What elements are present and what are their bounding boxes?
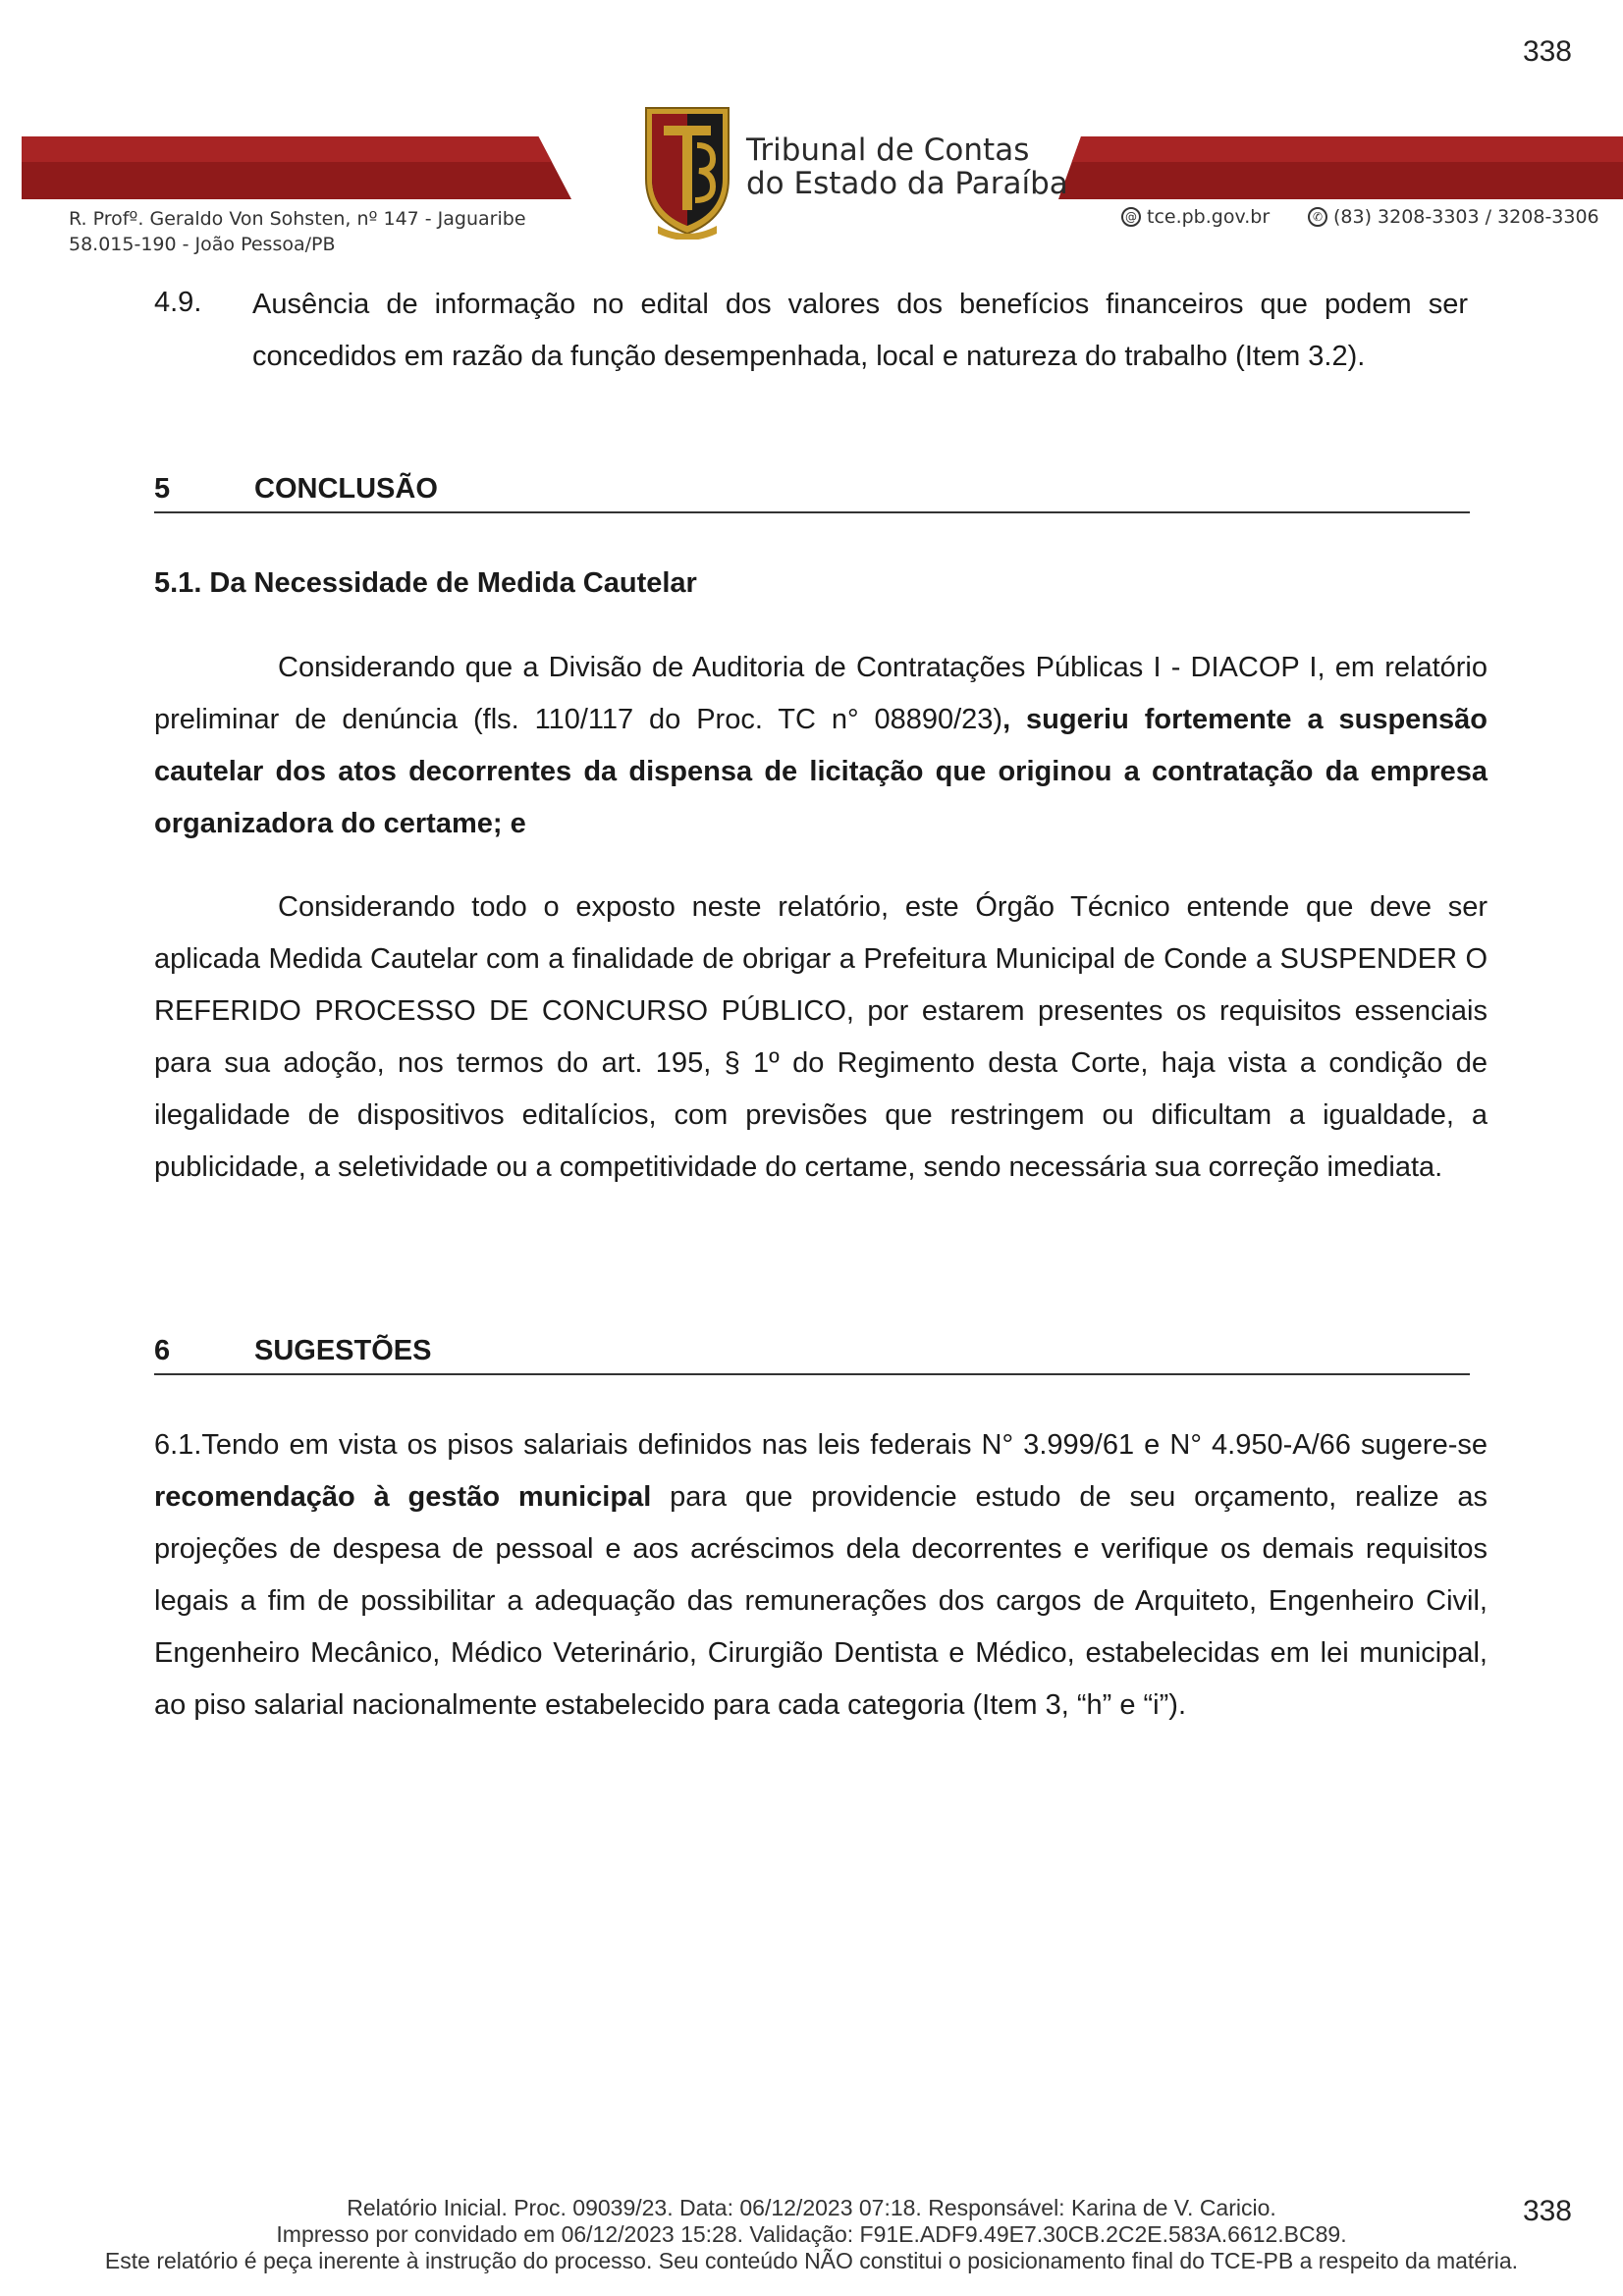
section-number: 6 [154,1335,171,1366]
paragraph [154,642,1488,850]
paragraph: Considerando todo o exposto neste relatório, este Órgão Técnico entende que deve ser aplicada Medida Cautelar com a finalidade de obrigar a Prefeitura Municipal de Conde a SUSPENDER O REFERIDO PROCESSO DE CONCURSO PÚBLICO, por estarem presentes os requisitos essenciais para sua adoção, nos termos do art. 195, § 1º do Regimento desta Corte, haja vista a condição de ilegalidade de dispositivos editalícios, com previsões que restringem ou dificultam a igualdade, a publicidade, a seletividade ou a competitividade do certame, sendo necessária sua correção imediata. [154,891,1488,1183]
website-contact [1121,206,1270,228]
page-number-top: 338 [1522,35,1572,68]
section-heading [154,473,1470,513]
footer-line: Este relatório é peça inerente à instrução do processo. Seu conteúdo NÃO constitui o posicionamento final do TCE-PB a respeito da matéria. [104,2248,1519,2273]
item-text: Ausência de informação no edital dos valores dos benefícios financeiros que podem ser concedidos em razão da função desempenhada, local e natureza do trabalho (Item 3.2). [252,289,1468,372]
paragraph-text: 6.1.Tendo em vista os pisos salariais definidos nas leis federais N° 3.999/61 e N° 4.950-A/66 sugere-se [154,1429,1488,1461]
footer-line: Relatório Inicial. Proc. 09039/23. Data: 06/12/2023 07:18. Responsável: Karina de V. Caricio. [347,2195,1276,2220]
organization-name-line1: Tribunal de Contas [746,133,1030,168]
section-number: 5 [154,473,171,505]
section-heading [154,1335,1470,1375]
address-line1: R. Profº. Geraldo Von Sohsten, nº 147 - Jaguaribe [69,208,526,230]
subsection-title: 5.1. Da Necessidade de Medida Cautelar [154,567,697,599]
paragraph-text: para que providencie estudo de seu orçamento, realize as projeções de despesa de pessoal e aos acréscimos dela decorrentes e verifique os demais requisitos legais a fim de possibilitar a adequação das remunerações dos cargos de Arquiteto, Engenheiro Civil, Engenheiro Mecânico, Médico Veterinário, Cirurgião Dentista e Médico, estabelecidas em lei municipal, ao piso salarial nacionalmente estabelecido para cada categoria (Item 3, “h” e “i”). [154,1481,1488,1721]
paragraph-bold-text: , sugeriu fortemente a suspensão cautelar dos atos decorrentes da dispensa de licitação que originou a contratação da empresa organizadora do certame; e [154,704,1488,839]
phone-text: (83) 3208-3303 / 3208-3306 [1333,206,1599,228]
paragraph-bold-text: recomendação à gestão municipal [154,1481,652,1513]
footer-line: Impresso por convidado em 06/12/2023 15:28. Validação: F91E.ADF9.49E7.30CB.2C2E.583A.6612.BC89. [276,2221,1347,2247]
header-band-left [22,136,571,199]
whatsapp-icon: ✆ [1308,207,1327,227]
paragraph-text: Considerando que a Divisão de Auditoria de Contratações Públicas I - DIACOP I, em relatório preliminar de denúncia (fls. 110/117 do Proc. TC n° 08890/23) [154,652,1488,735]
header-band-right [1058,136,1623,199]
phone-contact [1308,206,1599,228]
paragraph [154,1419,1488,1732]
section-title: SUGESTÕES [254,1335,432,1366]
tce-pb-logo-icon [638,102,736,240]
organization-name [746,133,1068,200]
website-text: tce.pb.gov.br [1147,206,1271,228]
organization-name-line2: do Estado da Paraíba [746,166,1068,201]
item-number: 4.9. [154,287,202,318]
web-icon: @ [1121,207,1141,227]
page-number-bottom: 338 [1522,2195,1572,2227]
address [69,206,526,257]
address-line2: 58.015-190 - João Pessoa/PB [69,234,336,255]
section-title: CONCLUSÃO [254,473,438,505]
